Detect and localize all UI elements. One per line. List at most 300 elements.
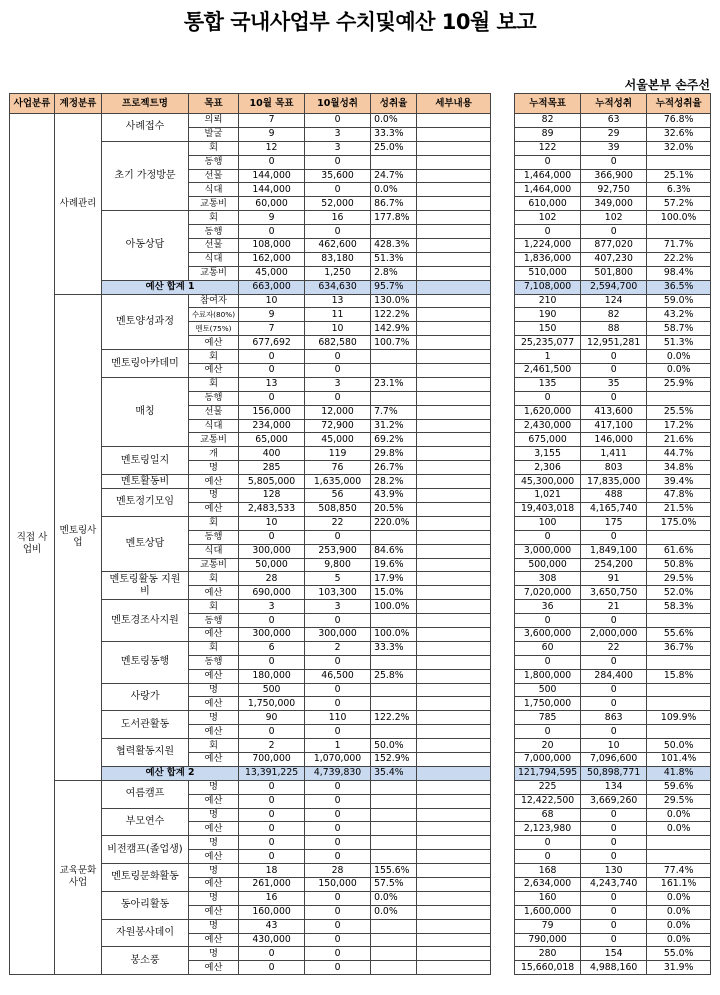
project-name-cell: 멘토활동비	[102, 475, 189, 489]
cum-achieved-cell: 17,835,000	[581, 475, 647, 489]
detail-cell	[417, 502, 491, 516]
cum-achieved-cell: 88	[581, 322, 647, 336]
cum-achieved-cell: 0	[581, 530, 647, 544]
oct-rate-cell	[371, 683, 417, 697]
oct-achieved-cell: 0	[305, 391, 371, 405]
table-row	[515, 891, 711, 905]
detail-cell	[417, 127, 491, 141]
detail-cell	[417, 433, 491, 447]
detail-cell	[417, 794, 491, 808]
cum-target-cell: 1,750,000	[515, 697, 581, 711]
goal-unit-cell: 명	[189, 683, 239, 697]
cum-achieved-cell: 1,849,100	[581, 544, 647, 558]
cum-achieved-cell: 2,000,000	[581, 627, 647, 641]
cum-target-cell: 89	[515, 127, 581, 141]
oct-rate-cell: 0.0%	[371, 905, 417, 919]
oct-achieved-cell: 0	[305, 822, 371, 836]
oct-target-cell: 0	[239, 836, 305, 850]
table-row	[515, 336, 711, 350]
cum-achieved-cell: 10	[581, 739, 647, 753]
oct-achieved-cell: 0	[305, 364, 371, 378]
cum-rate-cell: 50.8%	[647, 558, 711, 572]
cum-achieved-cell: 0	[581, 919, 647, 933]
oct-rate-cell: 0.0%	[371, 891, 417, 905]
cum-rate-cell: 100.0%	[647, 211, 711, 225]
cum-achieved-cell: 4,165,740	[581, 502, 647, 516]
cum-achieved-cell: 154	[581, 947, 647, 961]
table-row	[515, 155, 711, 169]
goal-unit-cell: 예산	[189, 475, 239, 489]
oct-target-cell: 663,000	[239, 280, 305, 294]
table-row	[515, 877, 711, 891]
oct-rate-cell: 50.0%	[371, 739, 417, 753]
oct-target-cell: 9	[239, 308, 305, 322]
oct-rate-cell: 130.0%	[371, 294, 417, 308]
oct-achieved-cell: 0	[305, 933, 371, 947]
cum-rate-cell: 0.0%	[647, 933, 711, 947]
table-row	[515, 614, 711, 628]
cum-achieved-cell: 4,243,740	[581, 877, 647, 891]
table-row	[515, 530, 711, 544]
detail-cell	[417, 933, 491, 947]
cum-rate-cell	[647, 391, 711, 405]
cum-rate-cell: 0.0%	[647, 919, 711, 933]
oct-rate-cell: 95.7%	[371, 280, 417, 294]
project-name-cell: 멘토링아카데미	[102, 350, 189, 378]
cum-rate-cell: 25.5%	[647, 405, 711, 419]
detail-cell	[417, 891, 491, 905]
oct-target-cell: 0	[239, 614, 305, 628]
cum-achieved-cell: 803	[581, 461, 647, 475]
goal-unit-cell: 교통비	[189, 266, 239, 280]
oct-rate-cell: 51.3%	[371, 252, 417, 266]
oct-achieved-cell: 1,250	[305, 266, 371, 280]
detail-cell	[417, 558, 491, 572]
oct-achieved-cell: 76	[305, 461, 371, 475]
cum-target-cell: 2,430,000	[515, 419, 581, 433]
cum-achieved-cell: 349,000	[581, 197, 647, 211]
oct-achieved-cell: 1	[305, 739, 371, 753]
oct-achieved-cell: 46,500	[305, 669, 371, 683]
oct-rate-cell	[371, 725, 417, 739]
detail-cell	[417, 808, 491, 822]
cum-achieved-cell: 175	[581, 516, 647, 530]
detail-cell	[417, 391, 491, 405]
cum-target-cell: 1	[515, 350, 581, 364]
goal-unit-cell: 식대	[189, 544, 239, 558]
detail-cell	[417, 308, 491, 322]
oct-target-cell: 0	[239, 225, 305, 239]
cum-achieved-cell: 0	[581, 697, 647, 711]
cum-target-cell: 3,600,000	[515, 627, 581, 641]
header-cum-target: 누적목표	[515, 94, 581, 114]
cum-achieved-cell: 29	[581, 127, 647, 141]
oct-achieved-cell: 0	[305, 850, 371, 864]
table-row	[515, 516, 711, 530]
detail-cell	[417, 627, 491, 641]
cum-achieved-cell: 1,411	[581, 447, 647, 461]
oct-target-cell: 128	[239, 489, 305, 503]
cum-rate-cell: 6.3%	[647, 183, 711, 197]
table-row	[515, 502, 711, 516]
table-row	[515, 655, 711, 669]
oct-achieved-cell: 1,635,000	[305, 475, 371, 489]
cum-rate-cell	[647, 697, 711, 711]
cum-achieved-cell: 130	[581, 864, 647, 878]
header-rate: 성취율	[371, 94, 417, 114]
cum-achieved-cell: 0	[581, 808, 647, 822]
cum-achieved-cell: 35	[581, 377, 647, 391]
oct-rate-cell	[371, 155, 417, 169]
header-account: 계정분류	[55, 94, 102, 114]
detail-cell	[417, 919, 491, 933]
oct-rate-cell: 25.0%	[371, 141, 417, 155]
oct-rate-cell: 29.8%	[371, 447, 417, 461]
project-name-cell: 사례접수	[102, 114, 189, 142]
table-row	[515, 961, 711, 975]
cum-rate-cell: 109.9%	[647, 711, 711, 725]
cum-rate-cell: 161.1%	[647, 877, 711, 891]
detail-cell	[417, 419, 491, 433]
goal-unit-cell: 명	[189, 947, 239, 961]
detail-cell	[417, 225, 491, 239]
goal-unit-cell: 예산	[189, 669, 239, 683]
oct-achieved-cell: 0	[305, 905, 371, 919]
cum-rate-cell	[647, 725, 711, 739]
detail-cell	[417, 683, 491, 697]
detail-cell	[417, 766, 491, 780]
table-row	[515, 933, 711, 947]
goal-unit-cell: 명	[189, 864, 239, 878]
cum-target-cell: 82	[515, 114, 581, 128]
cum-achieved-cell: 4,988,160	[581, 961, 647, 975]
oct-target-cell: 7	[239, 114, 305, 128]
table-row	[515, 294, 711, 308]
project-name-cell: 사랑가	[102, 683, 189, 711]
cum-rate-cell: 0.0%	[647, 350, 711, 364]
goal-unit-cell: 동행	[189, 614, 239, 628]
oct-achieved-cell: 634,630	[305, 280, 371, 294]
oct-achieved-cell: 0	[305, 919, 371, 933]
cum-rate-cell: 59.0%	[647, 294, 711, 308]
table-row	[515, 225, 711, 239]
goal-unit-cell: 명	[189, 891, 239, 905]
detail-cell	[417, 864, 491, 878]
oct-rate-cell: 84.6%	[371, 544, 417, 558]
oct-achieved-cell: 253,900	[305, 544, 371, 558]
goal-unit-cell: 식대	[189, 252, 239, 266]
cum-rate-cell	[647, 683, 711, 697]
oct-rate-cell: 428.3%	[371, 239, 417, 253]
detail-cell	[417, 322, 491, 336]
cum-achieved-cell: 0	[581, 683, 647, 697]
cum-target-cell: 225	[515, 780, 581, 794]
cum-achieved-cell: 407,230	[581, 252, 647, 266]
oct-target-cell: 234,000	[239, 419, 305, 433]
goal-unit-cell: 예산	[189, 725, 239, 739]
cum-rate-cell: 76.8%	[647, 114, 711, 128]
oct-achieved-cell: 462,600	[305, 239, 371, 253]
cum-rate-cell	[647, 836, 711, 850]
cum-target-cell: 610,000	[515, 197, 581, 211]
oct-rate-cell	[371, 933, 417, 947]
detail-cell	[417, 364, 491, 378]
oct-rate-cell	[371, 780, 417, 794]
oct-achieved-cell: 0	[305, 155, 371, 169]
detail-cell	[417, 669, 491, 683]
project-name-cell: 도서관활동	[102, 711, 189, 739]
cum-achieved-cell: 417,100	[581, 419, 647, 433]
project-name-cell: 멘토정기모임	[102, 489, 189, 517]
oct-target-cell: 65,000	[239, 433, 305, 447]
goal-unit-cell: 식대	[189, 419, 239, 433]
oct-achieved-cell: 28	[305, 864, 371, 878]
oct-target-cell: 5,805,000	[239, 475, 305, 489]
oct-achieved-cell: 0	[305, 114, 371, 128]
cum-achieved-cell: 501,800	[581, 266, 647, 280]
detail-cell	[417, 183, 491, 197]
cum-achieved-cell: 0	[581, 225, 647, 239]
oct-rate-cell	[371, 850, 417, 864]
cum-target-cell: 500	[515, 683, 581, 697]
cum-rate-cell: 39.4%	[647, 475, 711, 489]
oct-achieved-cell: 508,850	[305, 502, 371, 516]
cum-rate-cell: 58.3%	[647, 600, 711, 614]
oct-rate-cell	[371, 530, 417, 544]
project-name-cell: 부모연수	[102, 808, 189, 836]
table-row	[515, 280, 711, 294]
account-category-cell: 교육문화 사업	[55, 780, 102, 974]
oct-achieved-cell: 3	[305, 141, 371, 155]
goal-unit-cell: 명	[189, 836, 239, 850]
goal-unit-cell: 예산	[189, 933, 239, 947]
cum-achieved-cell: 7,096,600	[581, 752, 647, 766]
cum-rate-cell: 15.8%	[647, 669, 711, 683]
oct-achieved-cell: 3	[305, 127, 371, 141]
cum-target-cell: 7,108,000	[515, 280, 581, 294]
oct-target-cell: 700,000	[239, 752, 305, 766]
cum-achieved-cell: 63	[581, 114, 647, 128]
project-name-cell: 멘토링활동 지원비	[102, 572, 189, 600]
oct-achieved-cell: 4,739,830	[305, 766, 371, 780]
oct-achieved-cell: 150,000	[305, 877, 371, 891]
cum-achieved-cell: 39	[581, 141, 647, 155]
goal-unit-cell: 예산	[189, 586, 239, 600]
table-row	[515, 739, 711, 753]
goal-unit-cell: 예산	[189, 850, 239, 864]
goal-unit-cell: 명	[189, 808, 239, 822]
project-name-cell: 멘토상담	[102, 516, 189, 572]
oct-rate-cell: 33.3%	[371, 127, 417, 141]
oct-rate-cell: 57.5%	[371, 877, 417, 891]
goal-unit-cell: 선물	[189, 239, 239, 253]
table-row	[515, 766, 711, 780]
table-row	[515, 905, 711, 919]
cum-achieved-cell: 50,898,771	[581, 766, 647, 780]
goal-unit-cell: 교통비	[189, 558, 239, 572]
oct-rate-cell: 23.1%	[371, 377, 417, 391]
table-row	[515, 544, 711, 558]
cum-rate-cell: 36.5%	[647, 280, 711, 294]
cum-achieved-cell: 2,594,700	[581, 280, 647, 294]
project-name-cell: 초기 가정방문	[102, 141, 189, 210]
cum-rate-cell: 0.0%	[647, 905, 711, 919]
detail-cell	[417, 197, 491, 211]
cum-target-cell: 500,000	[515, 558, 581, 572]
cum-achieved-cell: 0	[581, 850, 647, 864]
detail-cell	[417, 614, 491, 628]
cum-rate-cell: 31.9%	[647, 961, 711, 975]
detail-cell	[417, 211, 491, 225]
oct-target-cell: 144,000	[239, 169, 305, 183]
detail-cell	[417, 530, 491, 544]
account-category-cell: 사례관리	[55, 114, 102, 295]
oct-achieved-cell: 10	[305, 322, 371, 336]
project-name-cell: 멘토링문화활동	[102, 864, 189, 892]
project-name-cell: 동아리활동	[102, 891, 189, 919]
cum-rate-cell: 57.2%	[647, 197, 711, 211]
oct-target-cell: 16	[239, 891, 305, 905]
oct-target-cell: 60,000	[239, 197, 305, 211]
oct-rate-cell: 100.7%	[371, 336, 417, 350]
oct-rate-cell	[371, 350, 417, 364]
goal-unit-cell: 회	[189, 141, 239, 155]
cum-rate-cell: 22.2%	[647, 252, 711, 266]
header-oct-achieved: 10월성취	[305, 94, 371, 114]
table-row	[515, 419, 711, 433]
oct-achieved-cell: 0	[305, 183, 371, 197]
cumulative-table	[514, 93, 711, 975]
oct-achieved-cell: 22	[305, 516, 371, 530]
oct-achieved-cell: 0	[305, 725, 371, 739]
oct-rate-cell: 152.9%	[371, 752, 417, 766]
oct-rate-cell: 15.0%	[371, 586, 417, 600]
table-row	[515, 127, 711, 141]
goal-unit-cell: 명	[189, 919, 239, 933]
cum-achieved-cell: 0	[581, 725, 647, 739]
oct-achieved-cell: 56	[305, 489, 371, 503]
oct-achieved-cell: 16	[305, 211, 371, 225]
oct-rate-cell	[371, 364, 417, 378]
table-row	[515, 266, 711, 280]
oct-target-cell: 9	[239, 211, 305, 225]
cum-target-cell: 122	[515, 141, 581, 155]
goal-unit-cell: 동행	[189, 225, 239, 239]
goal-unit-cell: 예산	[189, 697, 239, 711]
table-row	[515, 433, 711, 447]
oct-achieved-cell: 0	[305, 530, 371, 544]
oct-rate-cell	[371, 808, 417, 822]
cum-target-cell: 121,794,595	[515, 766, 581, 780]
table-row	[515, 808, 711, 822]
detail-cell	[417, 711, 491, 725]
cum-rate-cell	[647, 655, 711, 669]
cum-target-cell: 0	[515, 391, 581, 405]
oct-target-cell: 0	[239, 947, 305, 961]
header-details: 세부내용	[417, 94, 491, 114]
oct-achieved-cell: 0	[305, 794, 371, 808]
detail-cell	[417, 752, 491, 766]
oct-target-cell: 144,000	[239, 183, 305, 197]
cum-achieved-cell: 366,900	[581, 169, 647, 183]
table-row	[515, 322, 711, 336]
cum-achieved-cell: 413,600	[581, 405, 647, 419]
cum-target-cell: 135	[515, 377, 581, 391]
detail-cell	[417, 461, 491, 475]
oct-rate-cell: 33.3%	[371, 641, 417, 655]
cum-rate-cell: 34.8%	[647, 461, 711, 475]
goal-unit-cell: 예산	[189, 752, 239, 766]
oct-rate-cell: 142.9%	[371, 322, 417, 336]
table-row	[10, 780, 491, 794]
cum-achieved-cell: 102	[581, 211, 647, 225]
cum-target-cell: 0	[515, 225, 581, 239]
oct-target-cell: 2	[239, 739, 305, 753]
cum-target-cell: 45,300,000	[515, 475, 581, 489]
table-row	[515, 641, 711, 655]
cum-target-cell: 150	[515, 322, 581, 336]
cum-rate-cell: 43.2%	[647, 308, 711, 322]
oct-rate-cell: 26.7%	[371, 461, 417, 475]
oct-rate-cell	[371, 225, 417, 239]
table-row	[515, 586, 711, 600]
cum-target-cell: 20	[515, 739, 581, 753]
oct-achieved-cell: 0	[305, 614, 371, 628]
cum-rate-cell: 175.0%	[647, 516, 711, 530]
oct-rate-cell: 24.7%	[371, 169, 417, 183]
cum-target-cell: 510,000	[515, 266, 581, 280]
business-category-cell: 직접 사업비	[10, 114, 55, 975]
oct-target-cell: 500	[239, 683, 305, 697]
oct-achieved-cell: 0	[305, 683, 371, 697]
table-row	[515, 822, 711, 836]
header-goal: 목표	[189, 94, 239, 114]
goal-unit-cell: 회	[189, 211, 239, 225]
cum-rate-cell: 17.2%	[647, 419, 711, 433]
oct-target-cell: 3	[239, 600, 305, 614]
cum-target-cell: 785	[515, 711, 581, 725]
goal-unit-cell: 수료자(80%)	[189, 308, 239, 322]
oct-achieved-cell: 0	[305, 808, 371, 822]
detail-cell	[417, 947, 491, 961]
oct-target-cell: 18	[239, 864, 305, 878]
goal-unit-cell: 참여자	[189, 294, 239, 308]
oct-rate-cell	[371, 947, 417, 961]
cum-rate-cell	[647, 155, 711, 169]
oct-target-cell: 160,000	[239, 905, 305, 919]
oct-rate-cell: 35.4%	[371, 766, 417, 780]
goal-unit-cell: 식대	[189, 183, 239, 197]
oct-achieved-cell: 3	[305, 377, 371, 391]
report-title: 통합 국내사업부 수치및예산 10월 보고	[183, 10, 537, 34]
oct-target-cell: 430,000	[239, 933, 305, 947]
oct-achieved-cell: 0	[305, 836, 371, 850]
cum-target-cell: 210	[515, 294, 581, 308]
cum-target-cell: 280	[515, 947, 581, 961]
oct-rate-cell: 122.2%	[371, 711, 417, 725]
table-row	[515, 350, 711, 364]
oct-target-cell: 6	[239, 641, 305, 655]
cum-achieved-cell: 3,650,750	[581, 586, 647, 600]
detail-cell	[417, 822, 491, 836]
detail-cell	[417, 905, 491, 919]
table-row	[515, 572, 711, 586]
detail-cell	[417, 239, 491, 253]
goal-unit-cell: 발굴	[189, 127, 239, 141]
cum-achieved-cell: 0	[581, 933, 647, 947]
table-row	[515, 447, 711, 461]
table-row	[515, 461, 711, 475]
